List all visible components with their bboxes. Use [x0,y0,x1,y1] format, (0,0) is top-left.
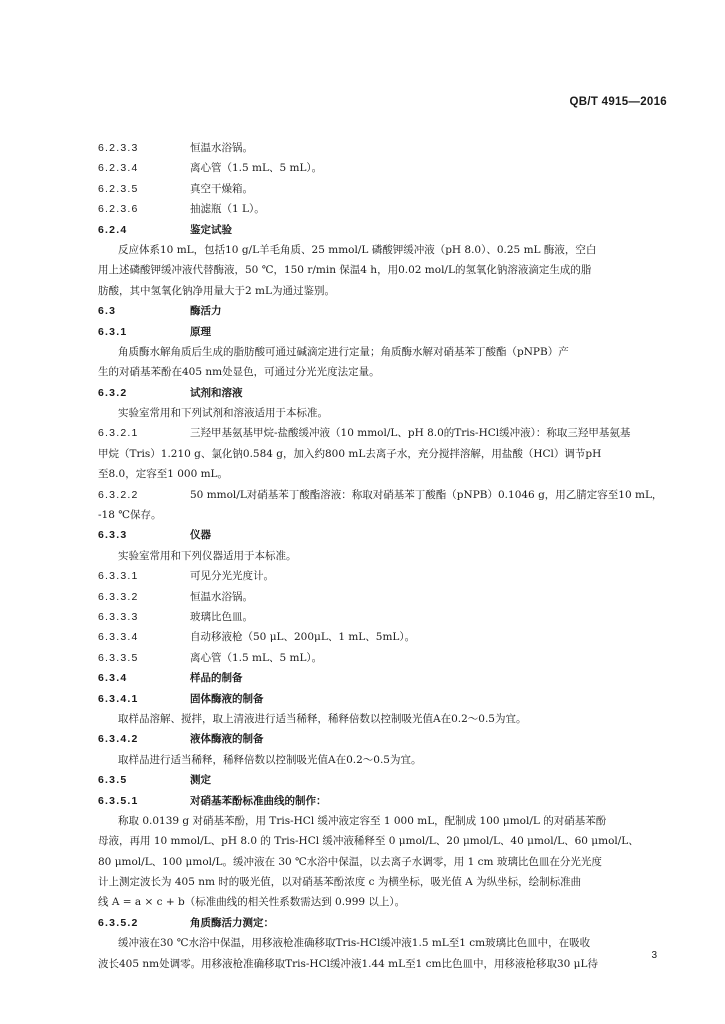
clause-number: 6.3.3 [98,529,128,542]
paragraph-line [98,852,668,872]
clause-number: 6.3.5.1 [98,794,139,807]
paragraph-line [98,546,668,566]
paragraph-line [98,750,668,770]
clause-number: 6.3 [98,305,117,318]
clause-number: 6.3.2.2 [98,488,139,501]
paragraph-line [98,464,668,484]
clause-number: 6.3.4.2 [98,733,139,746]
clause-heading: 样品的制备 [190,672,243,685]
paragraph-line [98,444,668,464]
clause-line [98,689,668,709]
clause-line [98,607,668,627]
clause-line [98,301,668,321]
clause-line [98,729,668,749]
clause-line [98,322,668,342]
body-text: 甲烷（Tris）1.210 g、氯化钠0.584 g，加入约800 mL去离子水，充分搅拌溶解，用盐酸（HCl）调节pH [98,447,602,460]
clause-number: 6.3.3.5 [98,651,139,664]
body-text: 三羟甲基氨基甲烷-盐酸缓冲液（10 mmol/L、pH 8.0的Tris-HCl缓冲液）：称取三羟甲基氨基 [190,427,631,440]
body-text: 波长405 nm处调零。用移液枪准确移取Tris-HCl缓冲液1.44 mL至1 cm比色皿中，用移液枪移取30 μL待 [98,957,598,970]
clause-heading: 酶活力 [190,305,222,318]
clause-number: 6.3.1 [98,325,128,338]
clause-line [98,199,668,219]
body-text: 取样品溶解、搅拌，取上清液进行适当稀释，稀释倍数以控制吸光值A在0.2～0.5为宜。 [118,712,527,725]
paragraph-line [98,240,668,260]
body-text: 恒温水浴锅。 [190,590,253,603]
paragraph-line [98,872,668,892]
clause-heading: 原理 [190,325,211,338]
body-text: 真空干燥箱。 [190,182,253,195]
paragraph-line [98,709,668,729]
paragraph-line [98,892,668,912]
clause-heading: 试剂和溶液 [190,386,243,399]
paragraph-line [98,403,668,423]
clause-line [98,770,668,790]
paragraph-line [98,933,668,953]
body-text: 缓冲液在30 ℃水浴中保温，用移液枪准确移取Tris-HCl缓冲液1.5 mL至1 cm玻璃比色皿中，在吸收 [118,937,591,950]
body-text: 取样品进行适当稀释，稀释倍数以控制吸光值A在0.2～0.5为宜。 [118,753,422,766]
clause-number: 6.2.4 [98,223,128,236]
clause-line [98,158,668,178]
body-text: -18 ℃保存。 [98,509,162,522]
clause-number: 6.3.2 [98,386,128,399]
paragraph-line [98,260,668,280]
clause-line [98,179,668,199]
clause-number: 6.2.3.6 [98,203,139,216]
clause-number: 6.3.5.2 [98,916,139,929]
clause-heading: 测定 [190,774,211,787]
clause-number: 6.3.3.1 [98,570,139,583]
clause-heading: 液体酶液的制备 [190,733,264,746]
body-text: 玻璃比色皿。 [190,610,253,623]
clause-heading: 鉴定试验 [190,223,232,236]
paragraph-line [98,811,668,831]
body-text: 恒温水浴锅。 [190,142,253,154]
clause-number: 6.2.3.4 [98,162,139,175]
clause-line [98,423,668,443]
paragraph-line [98,362,668,382]
clause-number: 6.3.3.2 [98,590,139,603]
clause-line [98,525,668,545]
body-text: 自动移液枪（50 μL、200μL、1 mL、5mL）。 [190,631,416,644]
body-text: 母液，再用 10 mmol/L、pH 8.0 的 Tris-HCl 缓冲液稀释至 0 μmol/L、20 μmol/L、40 μmol/L、60 μmol/L、 [98,835,639,848]
page-number: 3 [651,950,657,961]
body-text: 50 mmol/L对硝基苯丁酸酯溶液：称取对硝基苯丁酸酯（pNPB）0.1046 g，用乙腈定容至10 mL， [190,488,663,501]
clause-number: 6.3.5 [98,774,128,787]
clause-line [98,138,668,158]
paragraph-line [98,505,668,525]
clause-number: 6.3.3.4 [98,631,139,644]
body-text: 生的对硝基苯酚在405 nm处显色，可通过分光光度法定量。 [98,366,380,379]
body-text: 可见分光光度计。 [190,570,274,583]
clause-line [98,627,668,647]
document-body [98,138,668,974]
clause-number: 6.3.3.3 [98,610,139,623]
paragraph-line [98,954,668,974]
clause-line [98,485,668,505]
body-text: 离心管（1.5 mL、5 mL）。 [190,162,323,175]
body-text: 角质酶水解角质后生成的脂肪酸可通过碱滴定进行定量；角质酶水解对硝基苯丁酸酯（pNPB）产 [118,345,569,358]
clause-line [98,668,668,688]
body-text: 用上述磷酸钾缓冲液代替酶液，50 ℃，150 r/min 保温4 h，用0.02 mol/L的氢氧化钠溶液滴定生成的脂 [98,264,592,277]
standard-code: QB/T 4915—2016 [569,96,667,108]
body-text: 至8.0，定容至1 000 mL。 [98,468,229,481]
body-text: 离心管（1.5 mL、5 mL）。 [190,651,323,664]
body-text: 线 A = a × c + b（标准曲线的相关性系数需达到 0.999 以上）。 [98,896,406,909]
clause-number: 6.2.3.5 [98,182,139,195]
paragraph-line [98,342,668,362]
clause-line [98,648,668,668]
body-text: 反应体系10 mL，包括10 g/L羊毛角质、25 mmol/L 磷酸钾缓冲液（pH 8.0）、0.25 mL 酶液，空白 [118,243,597,256]
clause-number: 6.3.4.1 [98,692,139,705]
clause-line [98,913,668,933]
clause-number: 6.3.4 [98,672,128,685]
body-text: 实验室常用和下列仪器适用于本标准。 [118,549,297,562]
body-text: 计上测定波长为 405 nm 时的吸光值，以对硝基苯酚浓度 c 为横坐标，吸光值 A 为纵坐标，绘制标准曲 [98,876,582,889]
paragraph-line [98,831,668,851]
body-text: 抽滤瓶（1 L）。 [190,203,265,216]
clause-line [98,587,668,607]
clause-line [98,383,668,403]
paragraph-line [98,281,668,301]
body-text: 肪酸，其中氢氧化钠净用量大于2 mL为通过鉴别。 [98,284,335,297]
body-text: 称取 0.0139 g 对硝基苯酚，用 Tris-HCl 缓冲液定容至 1 000 mL，配制成 100 μmol/L 的对硝基苯酚 [118,814,607,827]
clause-heading: 对硝基苯酚标准曲线的制作： [190,794,327,807]
body-text: 80 μmol/L、100 μmol/L。缓冲液在 30 ℃水浴中保温，以去离子水调零，用 1 cm 玻璃比色皿在分光光度 [98,855,602,868]
clause-number: 6.3.2.1 [98,427,139,440]
clause-heading: 固体酶液的制备 [190,692,264,705]
clause-line [98,220,668,240]
clause-line [98,791,668,811]
clause-heading: 角质酶活力测定： [190,916,274,929]
clause-number: 6.2.3.3 [98,142,139,154]
clause-line [98,566,668,586]
body-text: 实验室常用和下列试剂和溶液适用于本标准。 [118,407,328,420]
clause-heading: 仪器 [190,529,211,542]
